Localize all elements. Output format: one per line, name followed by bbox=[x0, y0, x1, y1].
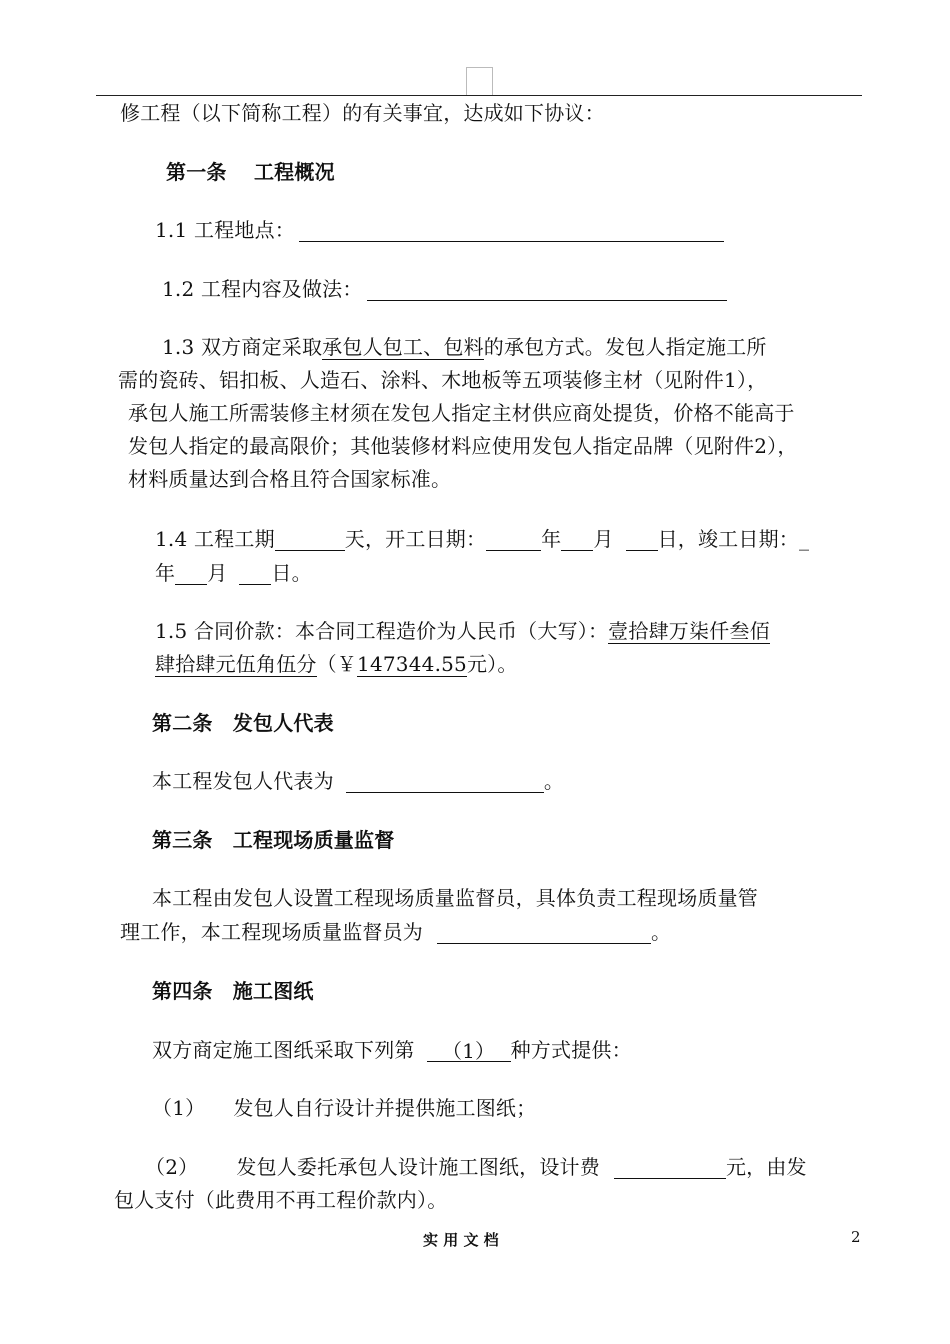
end-month-label: 月 bbox=[207, 561, 228, 585]
intro-line: 修工程（以下简称工程）的有关事宜，达成如下协议： bbox=[120, 101, 605, 125]
section-1-3-line-5: 材料质量达到合格且符合国家标准。 bbox=[128, 467, 452, 491]
option-2-line-2: 包人支付（此费用不再工程价款内）。 bbox=[114, 1188, 448, 1212]
option-1 bbox=[152, 1096, 536, 1120]
option-2-number: （2） bbox=[145, 1155, 199, 1179]
section-1-1 bbox=[155, 218, 724, 242]
section-1-2-label: 1.2 工程内容及做法： bbox=[162, 277, 363, 301]
price-close: 元）。 bbox=[466, 652, 518, 676]
design-fee-blank bbox=[614, 1156, 726, 1179]
end-day-label: 日。 bbox=[271, 561, 312, 585]
duration-label: 1.4 工程工期 bbox=[155, 527, 275, 551]
section-1-5-line-1 bbox=[155, 619, 770, 643]
start-year-blank bbox=[486, 528, 541, 551]
footer-label: 实 用 文 档 bbox=[423, 1231, 499, 1249]
section-1-3-text-a: 1.3 双方商定采取 bbox=[162, 335, 323, 359]
supervisor-end: 。 bbox=[651, 920, 672, 944]
section-1-3-line-1 bbox=[162, 335, 767, 359]
section-1-3-text-b: 的承包方式。发包人指定施工所 bbox=[483, 335, 767, 359]
option-1-text: 发包人自行设计并提供施工图纸； bbox=[233, 1096, 537, 1120]
article-2-text bbox=[152, 769, 564, 793]
end-day-blank bbox=[239, 562, 271, 585]
representative-blank bbox=[346, 770, 544, 793]
price-amount: 147344.55 bbox=[357, 652, 467, 676]
section-1-1-label: 1.1 工程地点： bbox=[155, 218, 295, 242]
header-marker bbox=[466, 67, 493, 95]
article-2-title: 第二条 发包人代表 bbox=[152, 711, 334, 735]
supervisor-label: 理工作，本工程现场质量监督员为 bbox=[120, 920, 423, 944]
article-3-title: 第三条 工程现场质量监督 bbox=[152, 828, 395, 852]
start-month-label: 月 bbox=[593, 527, 614, 551]
end-date-blank-start: _ bbox=[798, 527, 810, 551]
price-in-words-part-1: 壹拾肆万柒仟叁佰 bbox=[608, 619, 770, 643]
representative-end: 。 bbox=[543, 769, 565, 793]
page-number: 2 bbox=[851, 1228, 861, 1246]
section-1-3-line-4: 发包人指定的最高限价；其他装修材料应使用发包人指定品牌（见附件2）， bbox=[128, 434, 798, 458]
end-month-blank bbox=[175, 562, 207, 585]
article-3-line-2 bbox=[120, 920, 671, 944]
duration-blank bbox=[275, 528, 345, 551]
article-4-title: 第四条 施工图纸 bbox=[152, 979, 314, 1003]
location-blank bbox=[299, 219, 724, 242]
article-4-text bbox=[152, 1038, 632, 1062]
start-date-label: 天，开工日期： bbox=[344, 527, 487, 551]
supervisor-blank bbox=[437, 921, 651, 944]
article-1-title: 第一条 工程概况 bbox=[166, 160, 335, 184]
section-1-4-line-1 bbox=[155, 527, 809, 551]
section-1-5-line-2 bbox=[155, 652, 518, 676]
start-day-blank bbox=[626, 528, 658, 551]
drawing-method-choice: （1） bbox=[427, 1039, 511, 1062]
representative-label: 本工程发包人代表为 bbox=[152, 769, 334, 793]
article-3-line-1: 本工程由发包人设置工程现场质量监督员，具体负责工程现场质量管 bbox=[152, 886, 758, 910]
drawing-method-end: 种方式提供： bbox=[510, 1038, 632, 1062]
content-blank bbox=[367, 278, 727, 301]
price-in-words-part-2: 肆拾肆元伍角伍分 bbox=[155, 652, 317, 676]
section-1-3-line-3: 承包人施工所需装修主材须在发包人指定主材供应商处提货，价格不能高于 bbox=[128, 401, 795, 425]
drawing-method-label: 双方商定施工图纸采取下列第 bbox=[152, 1038, 415, 1062]
price-open: （￥ bbox=[316, 652, 358, 676]
start-year-label: 年 bbox=[541, 527, 562, 551]
section-1-2 bbox=[162, 277, 727, 301]
header-rule bbox=[96, 95, 862, 96]
option-2-text-end: 元，由发 bbox=[725, 1155, 807, 1179]
contract-mode: 承包人包工、包料 bbox=[322, 335, 484, 359]
section-1-3-line-2: 需的瓷砖、铝扣板、人造石、涂料、木地板等五项装修主材（见附件1）， bbox=[118, 368, 768, 392]
option-1-number: （1） bbox=[152, 1096, 206, 1120]
price-label: 1.5 合同价款：本合同工程造价为人民币（大写）： bbox=[155, 619, 609, 643]
end-year-label: 年 bbox=[155, 561, 176, 585]
start-month-blank bbox=[561, 528, 593, 551]
section-1-4-line-2 bbox=[155, 561, 312, 585]
option-2-line-1 bbox=[145, 1155, 807, 1179]
option-2-text: 发包人委托承包人设计施工图纸，设计费 bbox=[236, 1155, 600, 1179]
end-date-label: 日，竣工日期： bbox=[657, 527, 799, 551]
